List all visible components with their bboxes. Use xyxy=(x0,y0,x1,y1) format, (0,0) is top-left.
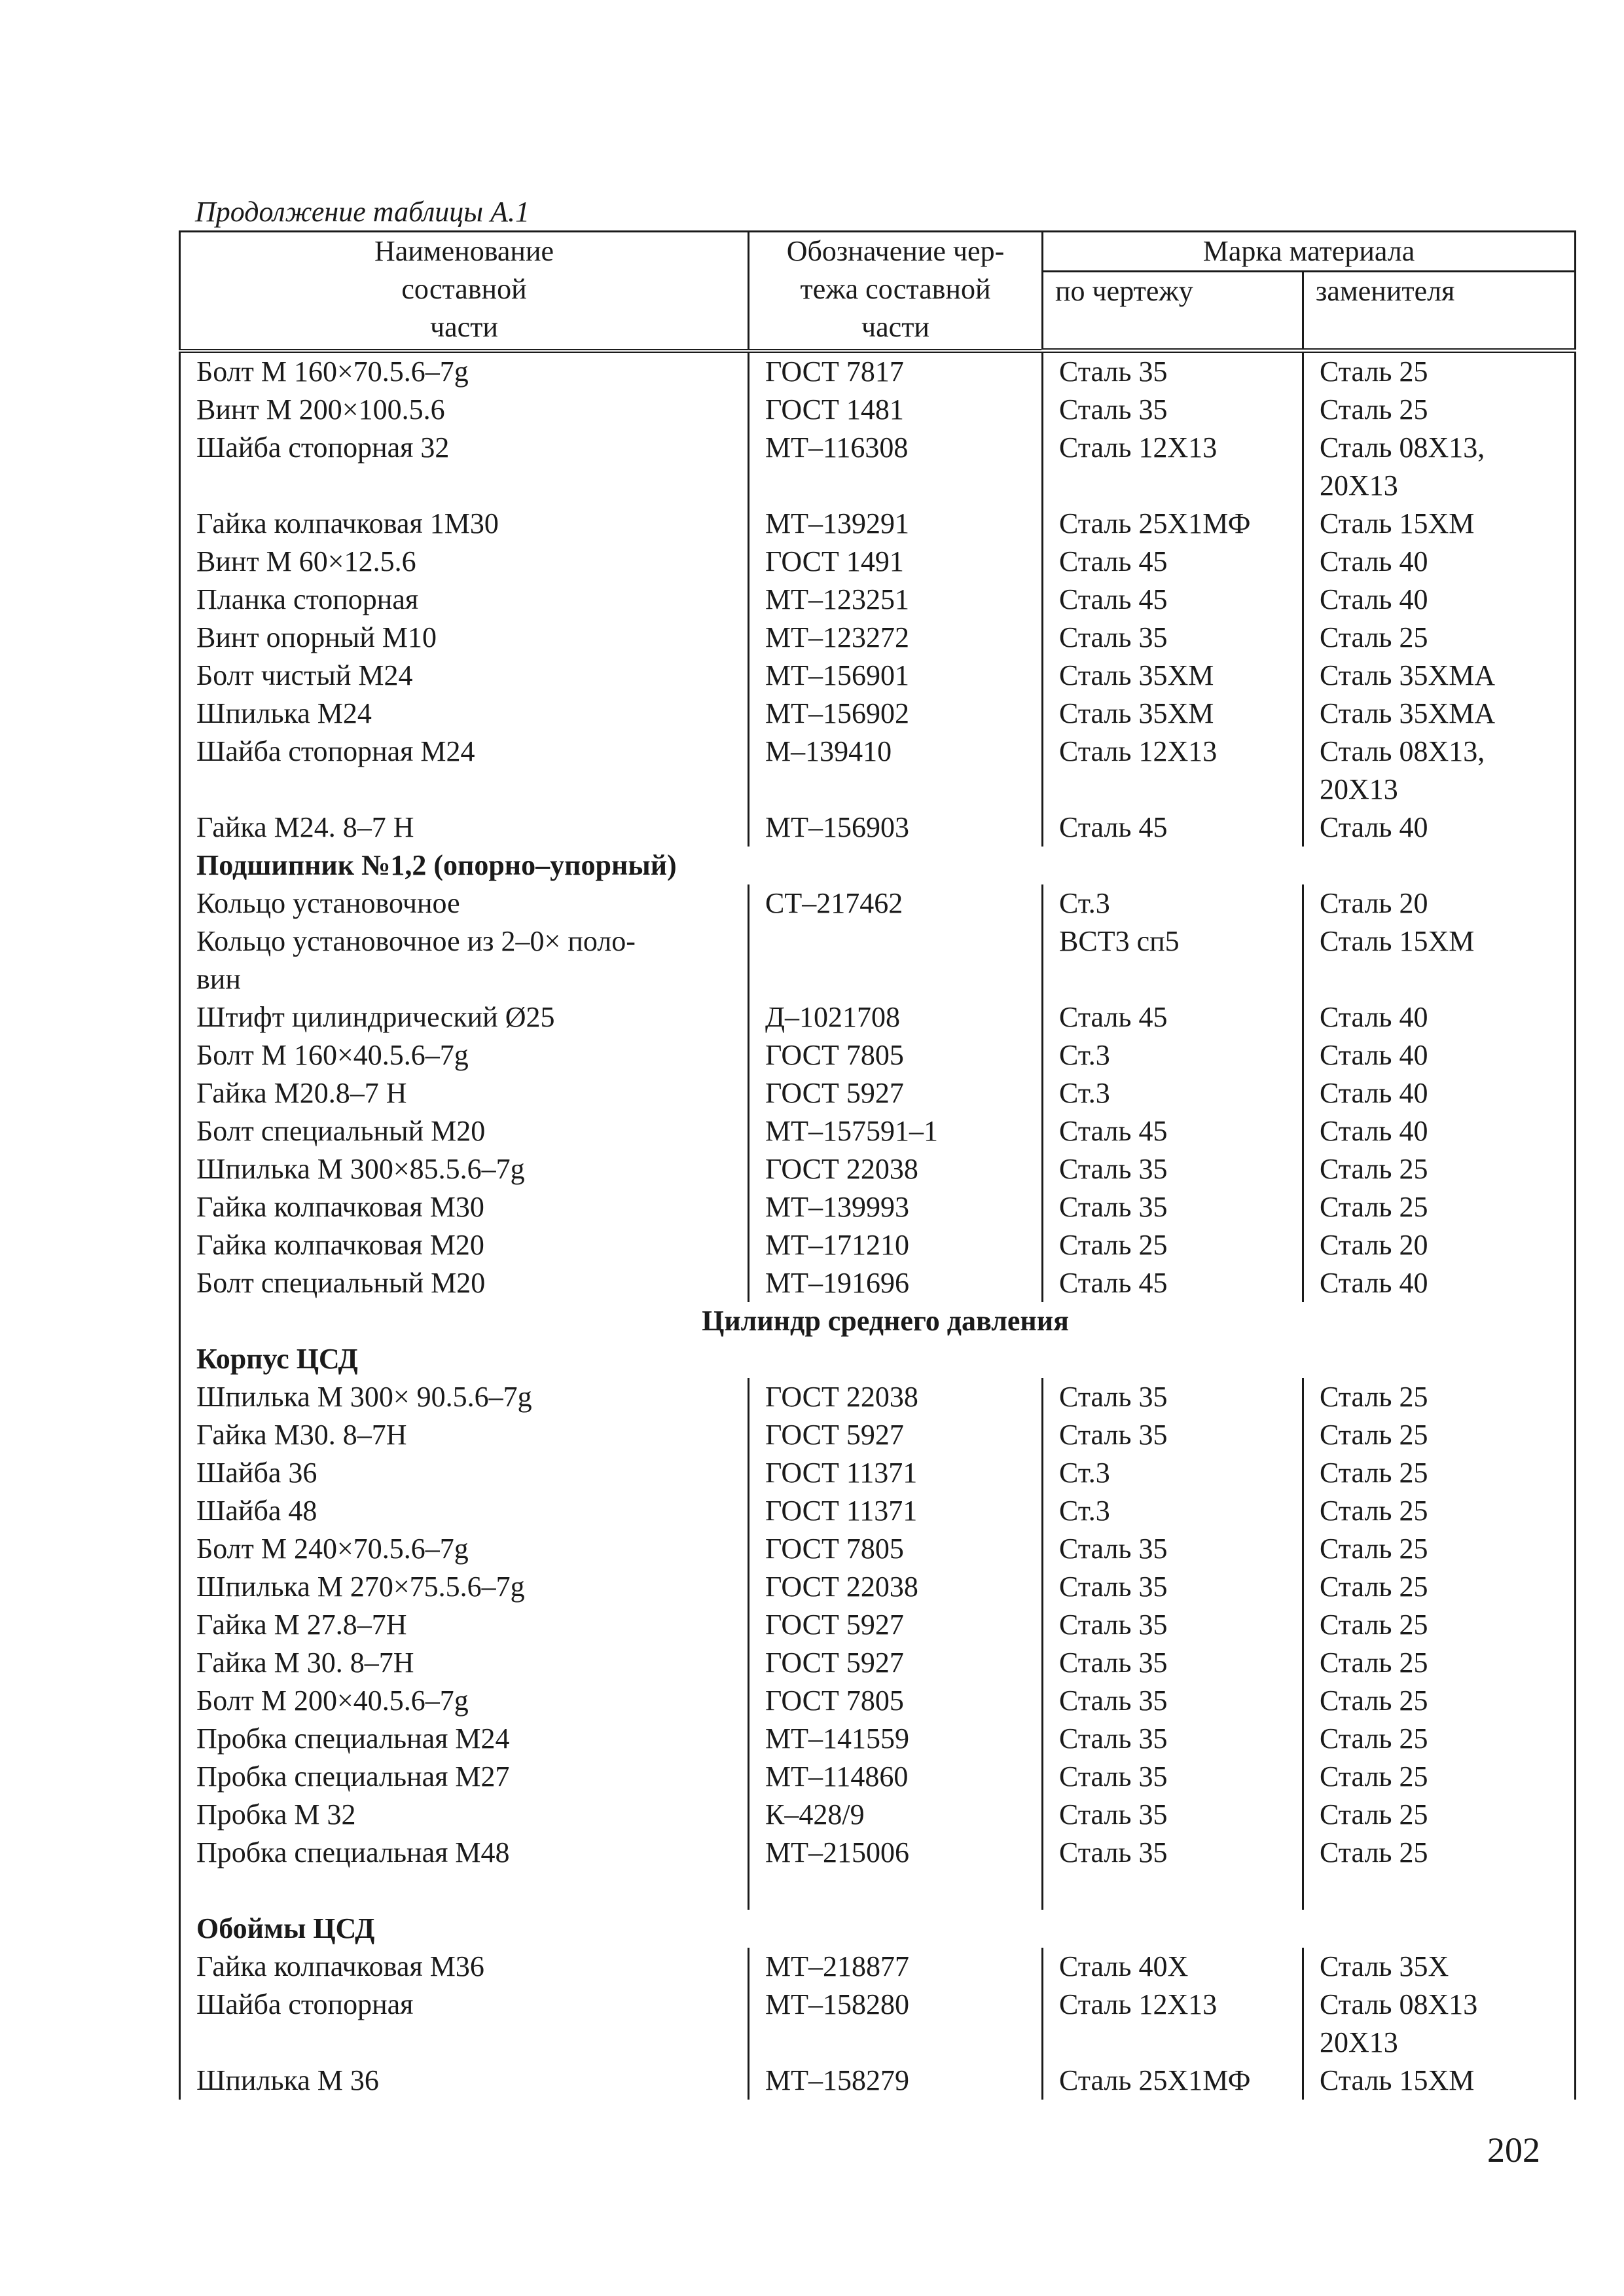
cell-substitute: Сталь 40 xyxy=(1303,998,1576,1036)
cell-name: Болт специальный М20 xyxy=(180,1264,749,1302)
cell-substitute: Сталь 40 xyxy=(1303,809,1576,847)
cell-drawing: МТ–156903 xyxy=(749,809,1043,847)
cell-name: Кольцо установочное xyxy=(180,884,749,922)
cell-substitute: Сталь 25 xyxy=(1303,1188,1576,1226)
heading-row xyxy=(180,1302,1576,1340)
table-row xyxy=(180,1264,1576,1302)
cell-name: Винт опорный М10 xyxy=(180,619,749,657)
table-row xyxy=(180,1758,1576,1796)
cell-drawing: Д–1021708 xyxy=(749,998,1043,1036)
cell-name: Шпилька М 300×85.5.6–7g xyxy=(180,1150,749,1188)
cell-substitute: Сталь 25 xyxy=(1303,1568,1576,1606)
cell-drawing: ГОСТ 5927 xyxy=(749,1416,1043,1454)
section-title: Корпус ЦСД xyxy=(180,1340,1576,1378)
cell-drawing: МТ–215006 xyxy=(749,1834,1043,1872)
cell-drawing: ГОСТ 7805 xyxy=(749,1530,1043,1568)
section-row xyxy=(180,847,1576,884)
cell-name: Планка стопорная xyxy=(180,581,749,619)
cell-drawing: МТ–139993 xyxy=(749,1188,1043,1226)
table-row xyxy=(180,1492,1576,1530)
cell-substitute: Сталь 15ХМ xyxy=(1303,505,1576,543)
table-row xyxy=(180,1606,1576,1644)
table-row xyxy=(180,1074,1576,1112)
table-row xyxy=(180,1682,1576,1720)
table-row xyxy=(180,1378,1576,1416)
cell-material: Сталь 35 xyxy=(1043,1606,1303,1644)
cell-substitute: Сталь 15ХМ xyxy=(1303,922,1576,998)
page-number: 202 xyxy=(1487,2130,1540,2170)
cell-drawing: ГОСТ 7817 xyxy=(749,351,1043,392)
cell-substitute: Сталь 25 xyxy=(1303,1720,1576,1758)
cell-material: Сталь 35 xyxy=(1043,351,1303,392)
heading-title: Цилиндр среднего давления xyxy=(180,1302,1576,1340)
table-row xyxy=(180,1644,1576,1682)
table-row xyxy=(180,1948,1576,1986)
table-row xyxy=(180,1150,1576,1188)
cell-substitute: Сталь 25 xyxy=(1303,1530,1576,1568)
cell-material: Сталь 45 xyxy=(1043,543,1303,581)
cell-drawing: МТ–158279 xyxy=(749,2062,1043,2100)
cell-drawing: ГОСТ 22038 xyxy=(749,1150,1043,1188)
cell-name: Пробка специальная М48 xyxy=(180,1834,749,1872)
cell-drawing: МТ–157591–1 xyxy=(749,1112,1043,1150)
cell-material: Сталь 35 xyxy=(1043,1568,1303,1606)
cell-drawing: ГОСТ 5927 xyxy=(749,1606,1043,1644)
table-row xyxy=(180,391,1576,429)
cell-material: Сталь 35 xyxy=(1043,1834,1303,1872)
cell-name: Гайка М30. 8–7Н xyxy=(180,1416,749,1454)
cell-name: Гайка М20.8–7 Н xyxy=(180,1074,749,1112)
cell-drawing: М–139410 xyxy=(749,733,1043,809)
section-row xyxy=(180,1910,1576,1948)
cell-name: Шпилька М 36 xyxy=(180,2062,749,2100)
cell-material: Сталь 35ХМ xyxy=(1043,695,1303,733)
table-row xyxy=(180,998,1576,1036)
cell-material: Ст.3 xyxy=(1043,884,1303,922)
cell-name: Шайба стопорная М24 xyxy=(180,733,749,809)
table-row xyxy=(180,1720,1576,1758)
cell-substitute: Сталь 25 xyxy=(1303,351,1576,392)
cell-material: Сталь 35 xyxy=(1043,1378,1303,1416)
blank-cell xyxy=(180,1872,749,1910)
cell-drawing: МТ–141559 xyxy=(749,1720,1043,1758)
cell-material: Ст.3 xyxy=(1043,1454,1303,1492)
cell-name: Шайба 36 xyxy=(180,1454,749,1492)
cell-name: Болт М 160×70.5.6–7g xyxy=(180,351,749,392)
table-row xyxy=(180,657,1576,695)
cell-substitute: Сталь 25 xyxy=(1303,1682,1576,1720)
cell-name: Болт М 200×40.5.6–7g xyxy=(180,1682,749,1720)
cell-substitute: Сталь 25 xyxy=(1303,391,1576,429)
cell-substitute: Сталь 40 xyxy=(1303,1264,1576,1302)
cell-drawing: ГОСТ 5927 xyxy=(749,1074,1043,1112)
table-row xyxy=(180,619,1576,657)
cell-material: Ст.3 xyxy=(1043,1036,1303,1074)
cell-substitute: Сталь 40 xyxy=(1303,1036,1576,1074)
cell-drawing: ГОСТ 11371 xyxy=(749,1492,1043,1530)
cell-name: Шпилька М 270×75.5.6–7g xyxy=(180,1568,749,1606)
cell-name: Пробка М 32 xyxy=(180,1796,749,1834)
cell-drawing: МТ–139291 xyxy=(749,505,1043,543)
cell-name: Шпилька М24 xyxy=(180,695,749,733)
cell-substitute: Сталь 25 xyxy=(1303,1758,1576,1796)
cell-substitute: Сталь 08Х13, 20Х13 xyxy=(1303,429,1576,505)
cell-name: Гайка колпачковая М20 xyxy=(180,1226,749,1264)
cell-material: Сталь 12Х13 xyxy=(1043,1986,1303,2062)
table-row xyxy=(180,1568,1576,1606)
section-title: Обоймы ЦСД xyxy=(180,1910,1576,1948)
cell-substitute: Сталь 25 xyxy=(1303,1416,1576,1454)
table-row xyxy=(180,2062,1576,2100)
blank-cell xyxy=(1043,1872,1303,1910)
cell-material: Сталь 25Х1МФ xyxy=(1043,2062,1303,2100)
cell-drawing: МТ–171210 xyxy=(749,1226,1043,1264)
cell-drawing: МТ–114860 xyxy=(749,1758,1043,1796)
cell-material: Сталь 35 xyxy=(1043,619,1303,657)
cell-drawing: К–428/9 xyxy=(749,1796,1043,1834)
header-material: Марка материала xyxy=(1043,232,1576,272)
table-row xyxy=(180,1530,1576,1568)
cell-drawing: МТ–156901 xyxy=(749,657,1043,695)
cell-material: Сталь 45 xyxy=(1043,1264,1303,1302)
cell-drawing: МТ–123272 xyxy=(749,619,1043,657)
cell-name: Шайба 48 xyxy=(180,1492,749,1530)
table-row xyxy=(180,1416,1576,1454)
table-row xyxy=(180,695,1576,733)
cell-material: Сталь 35 xyxy=(1043,1416,1303,1454)
cell-material: Сталь 40Х xyxy=(1043,1948,1303,1986)
cell-substitute: Сталь 40 xyxy=(1303,1074,1576,1112)
section-title: Подшипник №1,2 (опорно–упорный) xyxy=(180,847,1576,884)
cell-name: Гайка М 27.8–7Н xyxy=(180,1606,749,1644)
cell-material: Сталь 35 xyxy=(1043,1758,1303,1796)
cell-drawing: МТ–158280 xyxy=(749,1986,1043,2062)
header-substitute: заменителя xyxy=(1303,272,1576,351)
cell-substitute: Сталь 25 xyxy=(1303,1454,1576,1492)
header-name: Наименование составной части xyxy=(180,232,749,351)
cell-material: Сталь 35 xyxy=(1043,1796,1303,1834)
cell-name: Болт специальный М20 xyxy=(180,1112,749,1150)
cell-material: Сталь 35 xyxy=(1043,391,1303,429)
table-row xyxy=(180,1454,1576,1492)
cell-drawing: ГОСТ 5927 xyxy=(749,1644,1043,1682)
cell-drawing: ГОСТ 22038 xyxy=(749,1568,1043,1606)
blank-cell xyxy=(1303,1872,1576,1910)
cell-material: Сталь 35 xyxy=(1043,1150,1303,1188)
cell-material: Сталь 35 xyxy=(1043,1682,1303,1720)
cell-substitute: Сталь 25 xyxy=(1303,1378,1576,1416)
table-caption: Продолжение таблицы А.1 xyxy=(195,196,530,228)
cell-material: Сталь 35 xyxy=(1043,1644,1303,1682)
cell-substitute: Сталь 20 xyxy=(1303,1226,1576,1264)
cell-drawing: МТ–116308 xyxy=(749,429,1043,505)
table-row xyxy=(180,351,1576,392)
cell-name: Болт чистый М24 xyxy=(180,657,749,695)
cell-drawing: МТ–123251 xyxy=(749,581,1043,619)
table-row xyxy=(180,505,1576,543)
cell-name: Винт М 60×12.5.6 xyxy=(180,543,749,581)
cell-drawing: ГОСТ 7805 xyxy=(749,1682,1043,1720)
cell-substitute: Сталь 35ХМА xyxy=(1303,695,1576,733)
blank-cell xyxy=(749,1872,1043,1910)
cell-drawing: СТ–217462 xyxy=(749,884,1043,922)
cell-name: Гайка колпачковая М36 xyxy=(180,1948,749,1986)
cell-drawing: МТ–218877 xyxy=(749,1948,1043,1986)
cell-substitute: Сталь 15ХМ xyxy=(1303,2062,1576,2100)
table-row xyxy=(180,1986,1576,2062)
cell-material: Сталь 45 xyxy=(1043,809,1303,847)
cell-name: Болт М 240×70.5.6–7g xyxy=(180,1530,749,1568)
cell-material: Ст.3 xyxy=(1043,1492,1303,1530)
cell-name: Шпилька М 300× 90.5.6–7g xyxy=(180,1378,749,1416)
materials-table xyxy=(179,230,1576,2100)
header-by-drawing: по чертежу xyxy=(1043,272,1303,351)
cell-material: Сталь 45 xyxy=(1043,998,1303,1036)
cell-drawing: ГОСТ 1491 xyxy=(749,543,1043,581)
section-row xyxy=(180,1340,1576,1378)
cell-drawing: ГОСТ 7805 xyxy=(749,1036,1043,1074)
cell-substitute: Сталь 25 xyxy=(1303,1796,1576,1834)
cell-drawing xyxy=(749,922,1043,998)
cell-substitute: Сталь 08Х13, 20Х13 xyxy=(1303,733,1576,809)
table-header xyxy=(180,232,1576,351)
cell-material: Сталь 35ХМ xyxy=(1043,657,1303,695)
cell-name: Гайка колпачковая 1М30 xyxy=(180,505,749,543)
cell-name: Гайка М24. 8–7 Н xyxy=(180,809,749,847)
cell-material: Сталь 25 xyxy=(1043,1226,1303,1264)
cell-drawing: МТ–191696 xyxy=(749,1264,1043,1302)
cell-name: Кольцо установочное из 2–0× поло- вин xyxy=(180,922,749,998)
cell-name: Шайба стопорная 32 xyxy=(180,429,749,505)
cell-substitute: Сталь 08Х13 20Х13 xyxy=(1303,1986,1576,2062)
header-drawing: Обозначение чер- тежа составной части xyxy=(749,232,1043,351)
table-row xyxy=(180,1796,1576,1834)
cell-material: Сталь 35 xyxy=(1043,1720,1303,1758)
table-row xyxy=(180,1036,1576,1074)
table-row xyxy=(180,429,1576,505)
table-row xyxy=(180,1112,1576,1150)
cell-name: Гайка М 30. 8–7Н xyxy=(180,1644,749,1682)
table-row xyxy=(180,884,1576,922)
cell-material: Сталь 45 xyxy=(1043,1112,1303,1150)
table-row xyxy=(180,922,1576,998)
cell-name: Штифт цилиндрический Ø25 xyxy=(180,998,749,1036)
cell-drawing: ГОСТ 22038 xyxy=(749,1378,1043,1416)
cell-substitute: Сталь 40 xyxy=(1303,543,1576,581)
cell-material: Сталь 12Х13 xyxy=(1043,429,1303,505)
table-row xyxy=(180,1834,1576,1872)
cell-drawing: ГОСТ 11371 xyxy=(749,1454,1043,1492)
table-row xyxy=(180,581,1576,619)
cell-substitute: Сталь 25 xyxy=(1303,1492,1576,1530)
cell-material: Сталь 35 xyxy=(1043,1530,1303,1568)
table-row xyxy=(180,733,1576,809)
cell-substitute: Сталь 20 xyxy=(1303,884,1576,922)
blank-row xyxy=(180,1872,1576,1910)
cell-name: Винт М 200×100.5.6 xyxy=(180,391,749,429)
cell-substitute: Сталь 25 xyxy=(1303,1150,1576,1188)
cell-name: Пробка специальная М27 xyxy=(180,1758,749,1796)
cell-name: Пробка специальная М24 xyxy=(180,1720,749,1758)
cell-material: ВСТ3 сп5 xyxy=(1043,922,1303,998)
table-body xyxy=(180,351,1576,2100)
table-row xyxy=(180,543,1576,581)
cell-substitute: Сталь 25 xyxy=(1303,619,1576,657)
cell-material: Сталь 12Х13 xyxy=(1043,733,1303,809)
cell-drawing: МТ–156902 xyxy=(749,695,1043,733)
cell-substitute: Сталь 25 xyxy=(1303,1644,1576,1682)
cell-substitute: Сталь 40 xyxy=(1303,1112,1576,1150)
cell-drawing: ГОСТ 1481 xyxy=(749,391,1043,429)
cell-name: Болт М 160×40.5.6–7g xyxy=(180,1036,749,1074)
cell-material: Ст.3 xyxy=(1043,1074,1303,1112)
cell-material: Сталь 25Х1МФ xyxy=(1043,505,1303,543)
cell-substitute: Сталь 35ХМА xyxy=(1303,657,1576,695)
cell-name: Шайба стопорная xyxy=(180,1986,749,2062)
cell-name: Гайка колпачковая М30 xyxy=(180,1188,749,1226)
cell-material: Сталь 35 xyxy=(1043,1188,1303,1226)
table-row xyxy=(180,809,1576,847)
table-row xyxy=(180,1226,1576,1264)
cell-substitute: Сталь 25 xyxy=(1303,1834,1576,1872)
cell-substitute: Сталь 40 xyxy=(1303,581,1576,619)
cell-substitute: Сталь 25 xyxy=(1303,1606,1576,1644)
table-row xyxy=(180,1188,1576,1226)
cell-material: Сталь 45 xyxy=(1043,581,1303,619)
cell-substitute: Сталь 35Х xyxy=(1303,1948,1576,1986)
